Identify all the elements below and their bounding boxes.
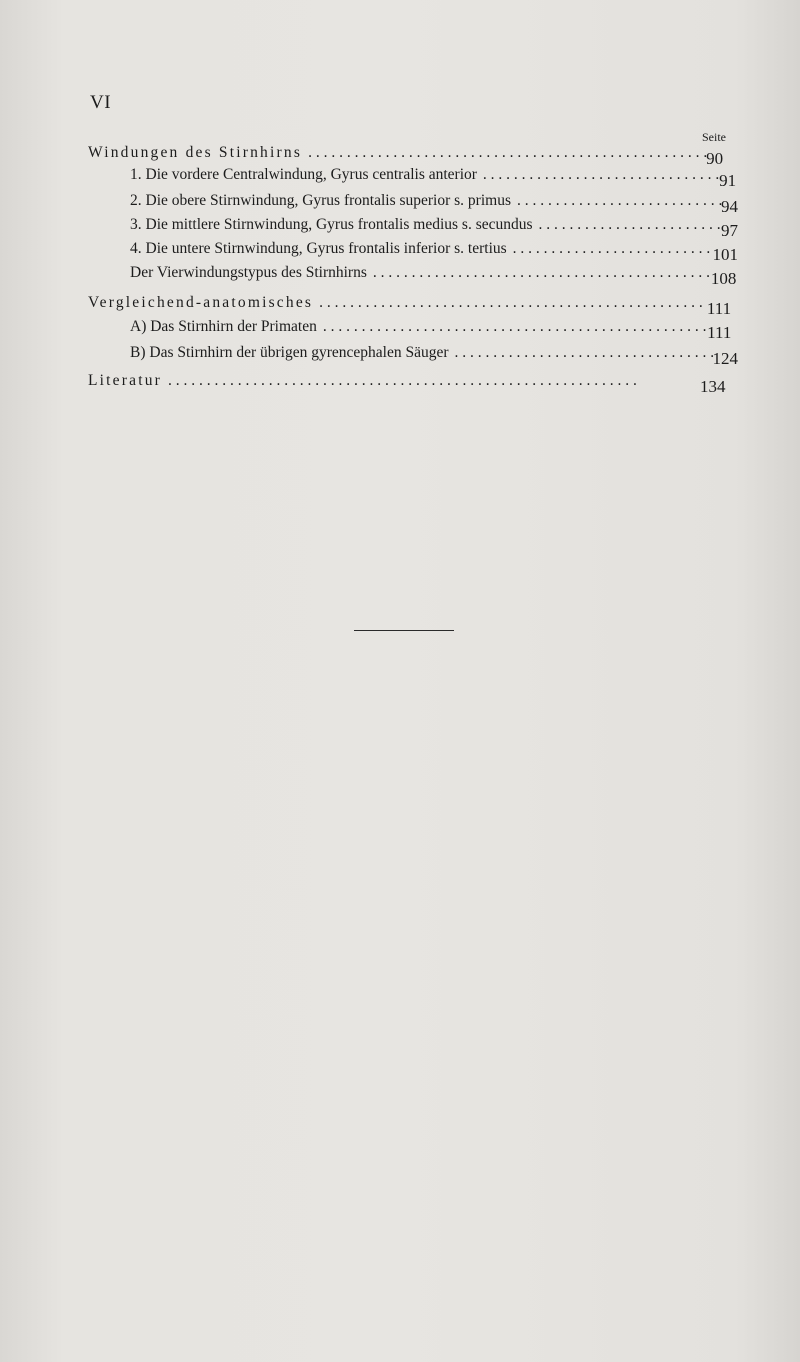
toc-entry-page: 94 <box>721 197 738 216</box>
toc-entry-page: 108 <box>710 269 737 288</box>
toc-entry-title: Windungen des Stirnhirns <box>88 144 303 161</box>
leader-dots <box>511 192 721 210</box>
toc-entry-page: 91 <box>719 171 737 190</box>
toc-entry-page: 124 <box>712 349 738 368</box>
toc-entry-page: 111 <box>706 299 732 318</box>
toc-entry <box>88 142 738 166</box>
leader-dots <box>313 294 707 312</box>
leader-dots <box>507 240 713 258</box>
toc-entry-page: 101 <box>712 245 738 264</box>
horizontal-rule <box>354 630 454 631</box>
toc-entry-title: B) Das Stirnhirn der übrigen gyrencephalen Säuger <box>130 344 449 361</box>
leader-dots <box>449 344 713 362</box>
toc-entry-page: 90 <box>706 149 724 168</box>
page-number: VI <box>90 92 112 113</box>
toc-entry <box>130 342 738 366</box>
toc-entry-title: Literatur <box>88 372 163 389</box>
show-through-texture <box>80 460 740 1360</box>
toc-entry-title: Der Vierwindungstypus des Stirnhirns <box>130 264 367 281</box>
toc-entry <box>130 316 738 340</box>
toc-entry <box>130 238 738 262</box>
toc-entry-title: 4. Die untere Stirnwindung, Gyrus frontalis inferior s. tertius <box>130 240 507 257</box>
page-column-header: Seite <box>702 130 726 144</box>
toc-entry <box>130 262 738 286</box>
leader-dots <box>162 372 700 390</box>
toc-entry-page: 111 <box>707 323 732 342</box>
toc-entry-title: 2. Die obere Stirnwindung, Gyrus frontalis superior s. primus <box>130 192 511 209</box>
toc-entry <box>130 214 738 238</box>
toc-entry-title: A) Das Stirnhirn der Primaten <box>130 318 317 335</box>
toc-entry-page: 134 <box>700 377 726 396</box>
leader-dots <box>317 318 707 336</box>
toc-entry <box>88 370 738 394</box>
leader-dots <box>533 216 721 234</box>
toc-entry <box>88 292 738 316</box>
leader-dots <box>302 144 706 162</box>
leader-dots <box>367 264 711 282</box>
toc-entry <box>130 164 738 188</box>
toc-entry <box>130 190 738 214</box>
toc-entry-title: 3. Die mittlere Stirnwindung, Gyrus frontalis medius s. secundus <box>130 216 533 233</box>
toc-entry-title: 1. Die vordere Centralwindung, Gyrus centralis anterior <box>130 166 477 183</box>
leader-dots <box>477 166 719 184</box>
toc-entry-page: 97 <box>721 221 738 240</box>
toc-entry-title: Vergleichend-anatomisches <box>88 294 314 311</box>
